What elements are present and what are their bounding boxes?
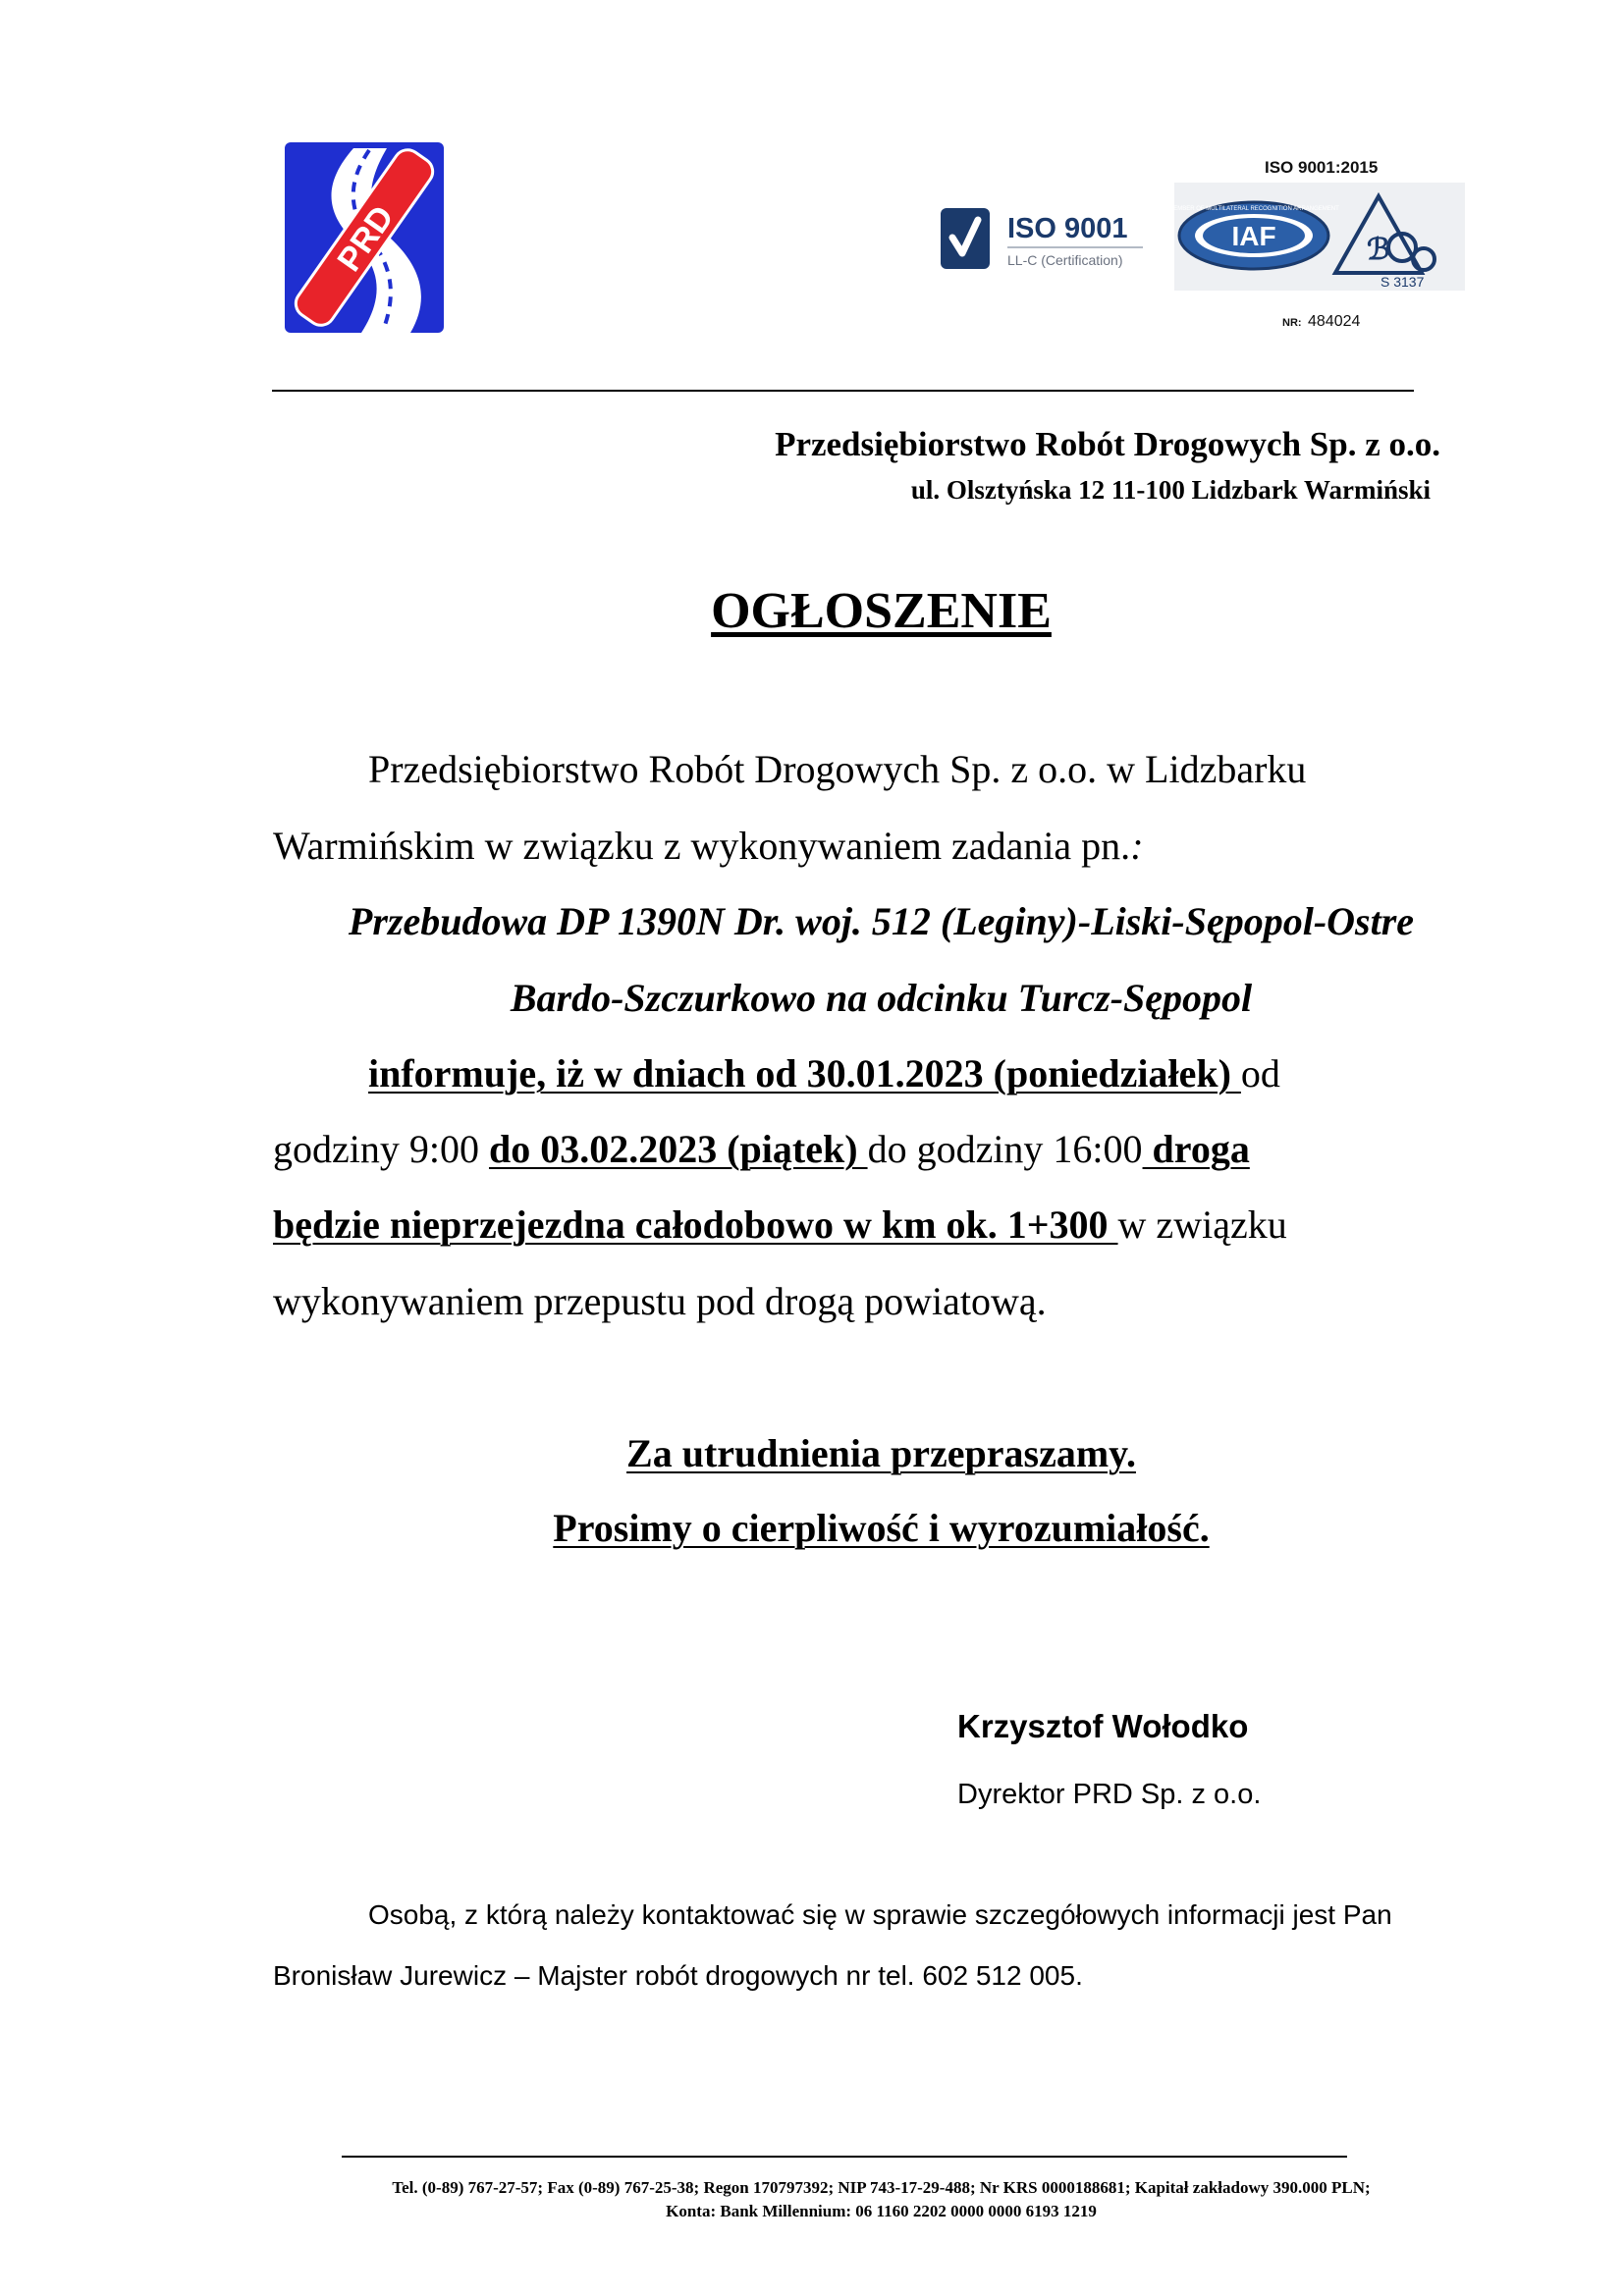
svg-text:ℬ: ℬ xyxy=(1367,234,1390,266)
iso-9001-badge xyxy=(941,202,1147,277)
prd-logo-text: PRD xyxy=(330,198,402,279)
body-line-7-tail: w związku xyxy=(1117,1202,1287,1247)
body-line-6-mid: do godziny 16:00 xyxy=(867,1127,1143,1171)
iaf-ring-text: MEMBER OF MULTILATERAL RECOGNITION ARRANGEMENT xyxy=(1170,206,1339,212)
closure-start-date: informuje, iż w dniach od 30.01.2023 (poniedziałek) xyxy=(368,1051,1241,1095)
company-name: Przedsiębiorstwo Robót Drogowych Sp. z o.o. xyxy=(775,425,1440,463)
body-line-6-start: godziny 9:00 xyxy=(273,1127,489,1171)
closure-end-date: do 03.02.2023 (piątek) xyxy=(488,1127,868,1171)
iaf-certificate xyxy=(1170,157,1471,334)
iso-9001-title: ISO 9001 xyxy=(1007,213,1128,244)
header-divider xyxy=(272,390,1414,392)
cert-nr: 484024 xyxy=(1308,313,1361,330)
body-line-6 xyxy=(273,1126,1250,1173)
body-line-2-colon: : xyxy=(1130,824,1144,868)
iso-9001-subtitle: LL-C (Certification) xyxy=(1007,252,1123,268)
footer-line-1: Tel. (0-89) 767-27-57; Fax (0-89) 767-25-38; Regon 170797392; NIP 743-17-29-488; Nr KRS 0000188681; Kapitał zakładowy 390.000 PLN; xyxy=(392,2178,1371,2197)
task-name-line-2: Bardo-Szczurkowo na odcinku Turcz-Sępopol xyxy=(510,976,1253,1020)
iaf-text: IAF xyxy=(1231,221,1276,251)
body-line-6-road: droga xyxy=(1142,1127,1250,1171)
body-line-2 xyxy=(273,823,1144,870)
cert-nr-label: NR: xyxy=(1282,317,1302,329)
body-line-5-tail: od xyxy=(1240,1051,1280,1095)
body-line-2-text: Warmińskim w związku z wykonywaniem zadania pn. xyxy=(273,824,1131,868)
body-line-7 xyxy=(273,1201,1287,1249)
footer-divider xyxy=(342,2156,1347,2158)
apology-line: Za utrudnienia przepraszamy. xyxy=(626,1431,1136,1475)
contact-line-2: Bronisław Jurewicz – Majster robót drogowych nr tel. 602 512 005. xyxy=(273,1960,1083,1991)
prd-logo xyxy=(285,142,444,333)
footer-line-2: Konta: Bank Millennium: 06 1160 2202 0000 0000 6193 1219 xyxy=(666,2202,1097,2220)
task-name-line-1: Przebudowa DP 1390N Dr. woj. 512 (Leginy)-Liski-Sępopol-Ostre xyxy=(348,899,1415,943)
body-line-1: Przedsiębiorstwo Robót Drogowych Sp. z o.o. w Lidzbarku xyxy=(368,747,1307,791)
cert-code: S 3137 xyxy=(1380,274,1425,290)
body-line-5 xyxy=(368,1050,1280,1097)
cert-standard: ISO 9001:2015 xyxy=(1265,158,1379,177)
closure-location: będzie nieprzejezdna całodobowo w km ok. 1+300 xyxy=(273,1202,1118,1247)
body-line-8: wykonywaniem przepustu pod drogą powiatową. xyxy=(273,1279,1047,1323)
contact-line-1: Osobą, z którą należy kontaktować się w sprawie szczegółowych informacji jest Pan xyxy=(368,1899,1392,1930)
patience-line: Prosimy o cierpliwość i wyrozumiałość. xyxy=(553,1506,1210,1550)
company-address: ul. Olsztyńska 12 11-100 Lidzbark Warmiński xyxy=(910,475,1431,505)
signer-name: Krzysztof Wołodko xyxy=(957,1708,1249,1744)
signer-title: Dyrektor PRD Sp. z o.o. xyxy=(957,1779,1262,1810)
document-title: OGŁOSZENIE xyxy=(711,583,1052,639)
